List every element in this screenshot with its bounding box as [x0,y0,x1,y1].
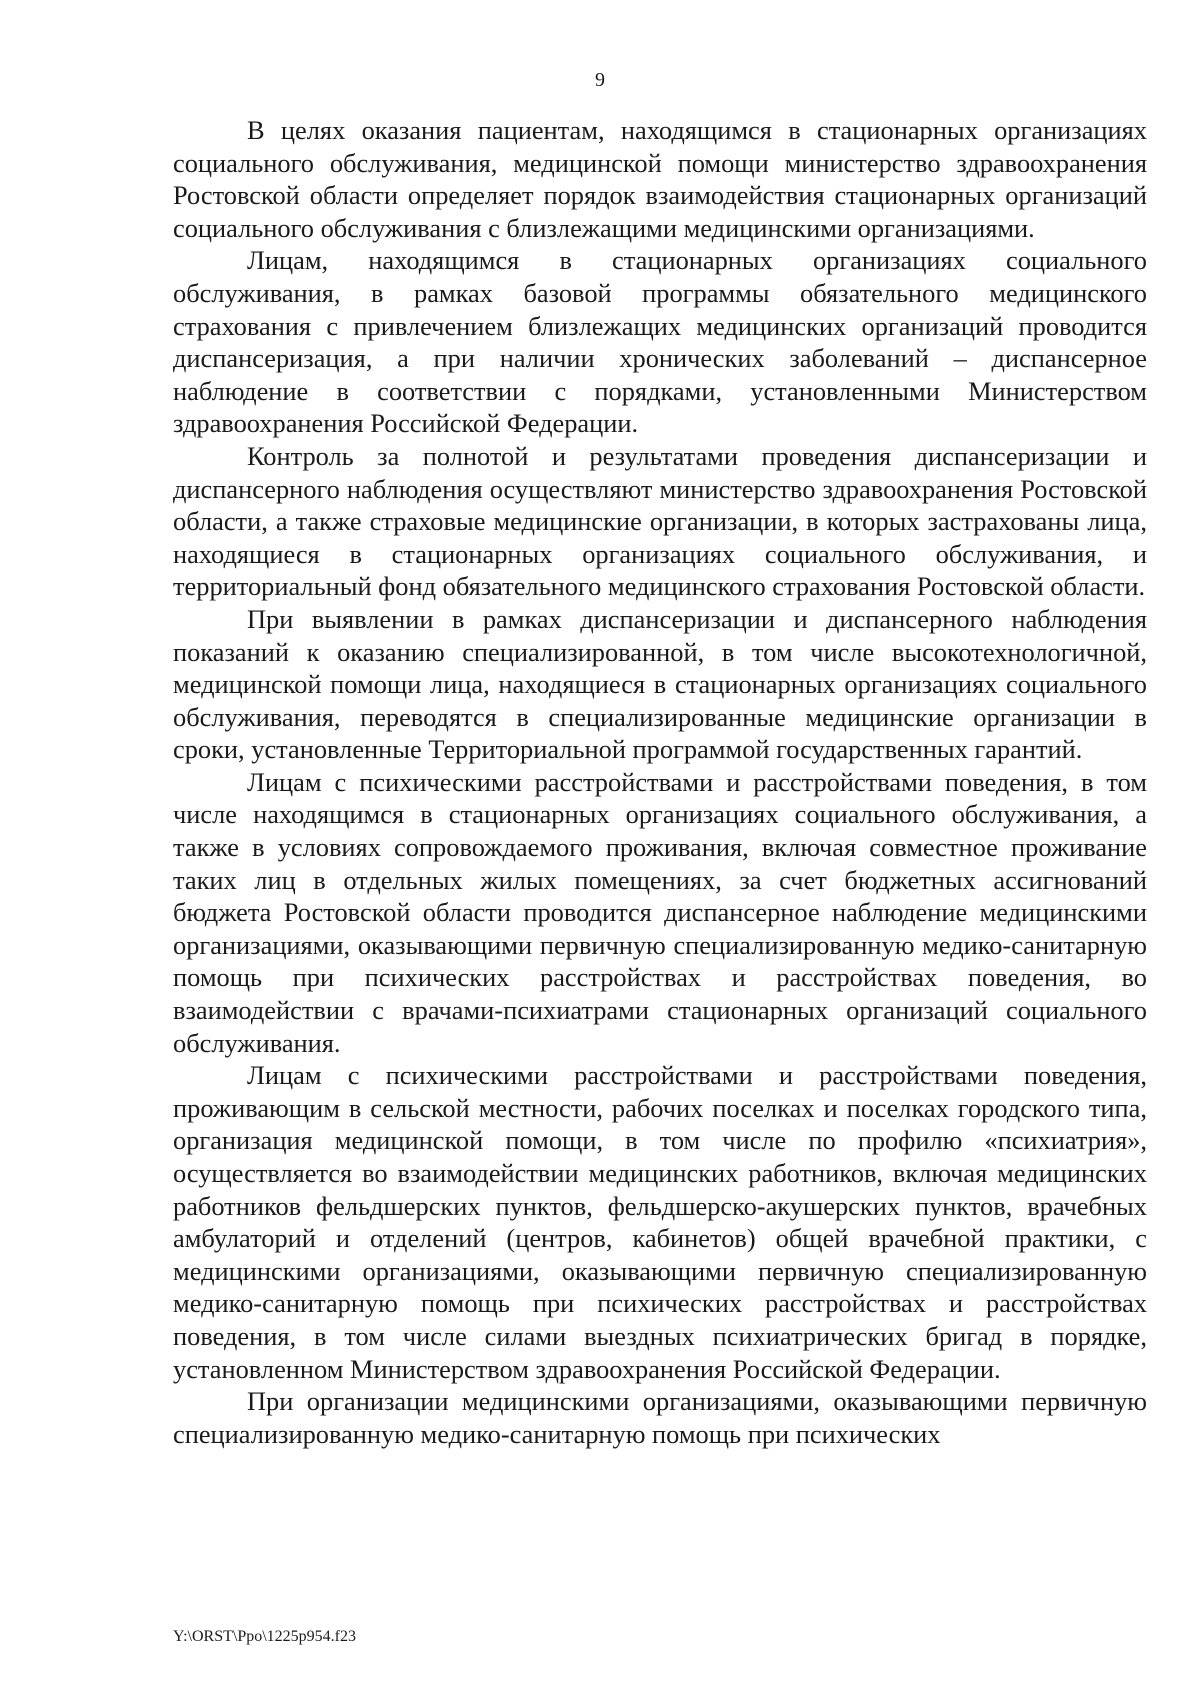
paragraph-3: Контроль за полнотой и результатами проведения диспансеризации и диспансерного наблюдения осуществляют министерство здравоохранения Ростовской области, а также страховые медицинские организации, в которых застрахованы лица, находящиеся в стационарных организациях социального обслуживания, и территориальный фонд обязательного медицинского страхования Ростовской области. [173,440,1147,602]
paragraph-1: В целях оказания пациентам, находящимся в стационарных организациях социального обслуживания, медицинской помощи министерство здравоохранения Ростовской области определяет порядок взаимодействия стационарных организаций социального обслуживания с близлежащими медицинскими организациями. [173,115,1147,243]
page-number: 9 [595,69,605,91]
paragraph-4: При выявлении в рамках диспансеризации и диспансерного наблюдения показаний к оказанию специализированной, в том числе высокотехнологичной, медицинской помощи лица, находящиеся в стационарных организациях социального обслуживания, переводятся в специализированные медицинские организации в сроки, установленные Территориальной программой государственных гарантий. [173,603,1147,765]
document-body [173,114,1147,1450]
footer-file-path: Y:\ORST\Ppo\1225p954.f23 [173,1628,356,1645]
paragraph-5: Лицам с психическими расстройствами и расстройствами поведения, в том числе находящимся в стационарных организациях социального обслуживания, а также в условиях сопровождаемого проживания, включая совместное проживание таких лиц в отдельных жилых помещениях, за счет бюджетных ассигнований бюджета Ростовской области проводится диспансерное наблюдение медицинскими организациями, оказывающими первичную специализированную медико-санитарную помощь при психических расстройствах и расстройствах поведения, во взаимодействии с врачами-психиатрами стационарных организаций социального обслуживания. [173,766,1147,1058]
paragraph-7: При организации медицинскими организациями, оказывающими первичную специализированную медико-санитарную помощь при психических [173,1386,1147,1449]
paragraph-6: Лицам с психическими расстройствами и расстройствами поведения, проживающим в сельской местности, рабочих поселках и поселках городского типа, организация медицинской помощи, в том числе по профилю «психиатрия», осуществляется во взаимодействии медицинских работников, включая медицинских работников фельдшерских пунктов, фельдшерско-акушерских пунктов, врачебных амбулаторий и отделений (центров, кабинетов) общей врачебной практики, с медицинскими организациями, оказывающими первичную специализированную медико-санитарную помощь при психических расстройствах и расстройствах поведения, в том числе силами выездных психиатрических бригад в порядке, установленном Министерством здравоохранения Российской Федерации. [173,1060,1147,1384]
paragraph-2: Лицам, находящимся в стационарных организациях социального обслуживания, в рамках базовой программы обязательного медицинского страхования с привлечением близлежащих медицинских организаций проводится диспансеризация, а при наличии хронических заболеваний – диспансерное наблюдение в соответствии с порядками, установленными Министерством здравоохранения Российской Федерации. [173,245,1147,439]
